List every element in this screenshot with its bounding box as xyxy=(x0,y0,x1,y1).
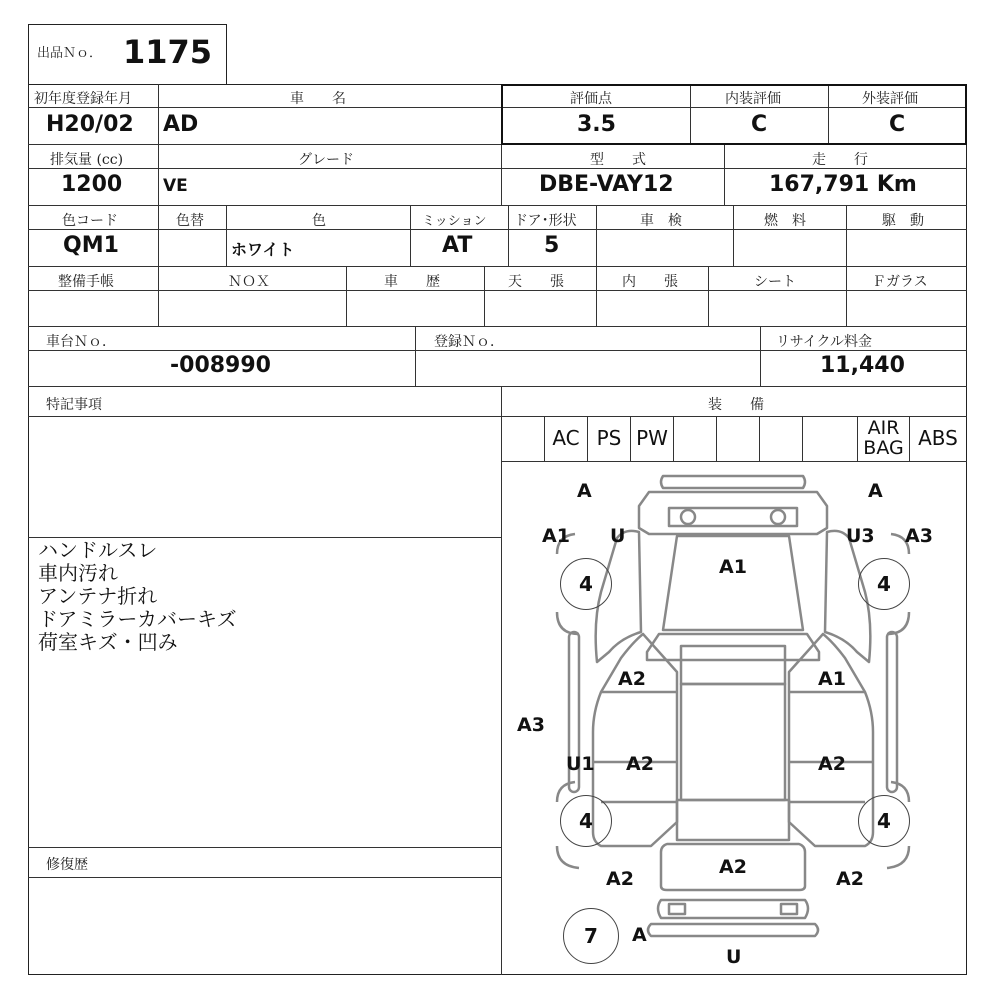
damage-mark: A2 xyxy=(626,753,654,775)
damage-mark: U3 xyxy=(846,525,875,547)
roof-lining-label: 天 張 xyxy=(508,274,564,290)
chassis-number-label: 車台Ｎｏ． xyxy=(46,334,116,350)
service-record-label: 整備手帳 xyxy=(58,274,114,290)
damage-mark: U1 xyxy=(566,753,595,775)
displacement-label: 排気量 (cc) xyxy=(50,152,124,168)
color-code-label: 色コード xyxy=(62,213,118,229)
repaint-label: 色替 xyxy=(176,213,204,229)
recycle-fee: 11,440 xyxy=(820,353,905,378)
car-diagram xyxy=(501,462,966,975)
mileage-label: 走 行 xyxy=(812,152,868,168)
lot-number-label: 出品Ｎｏ． xyxy=(37,46,103,61)
color-code: QM1 xyxy=(63,233,119,258)
damage-mark: A2 xyxy=(618,668,646,690)
repair-history-label: 修復歴 xyxy=(46,857,88,873)
damage-mark: A3 xyxy=(517,714,545,736)
score-label: 評価点 xyxy=(570,91,612,107)
recycle-fee-label: リサイクル料金 xyxy=(776,334,873,350)
mileage: 167,791 Km xyxy=(769,172,917,197)
equipment-label: 装 備 xyxy=(708,397,764,413)
damage-mark: A1 xyxy=(719,556,747,578)
notes-list xyxy=(38,539,237,654)
car-name-label: 車 名 xyxy=(290,91,346,107)
score: 3.5 xyxy=(577,112,616,137)
history-label: 車 歴 xyxy=(384,274,440,290)
damage-mark: A2 xyxy=(836,868,864,890)
damage-mark: U xyxy=(726,946,742,968)
note-line: ドアミラーカバーキズ xyxy=(38,607,237,631)
damage-mark: A1 xyxy=(542,525,570,547)
displacement: 1200 xyxy=(61,172,123,197)
notes-label: 特記事項 xyxy=(46,397,102,413)
grade-label: グレード xyxy=(298,152,354,168)
tire-rear-left: 4 xyxy=(560,795,612,847)
inspection-label: 車 検 xyxy=(640,213,682,229)
lot-number-box xyxy=(28,24,227,85)
damage-mark: A xyxy=(868,480,883,502)
chassis-number: -008990 xyxy=(170,353,271,378)
interior-grade-label: 内装評価 xyxy=(725,91,781,107)
reg-year: H20/02 xyxy=(46,112,134,137)
drive-label: 駆 動 xyxy=(882,213,924,229)
exterior-grade: C xyxy=(889,112,906,137)
model-code-label: 型 式 xyxy=(590,152,646,168)
tire-spare: 7 xyxy=(563,908,619,964)
color: ホワイト xyxy=(231,240,295,259)
damage-mark: A3 xyxy=(905,525,933,547)
grade: VE xyxy=(163,176,188,196)
exterior-grade-label: 外装評価 xyxy=(862,91,918,107)
doors-label: ドア･形状 xyxy=(514,213,577,229)
damage-mark: A2 xyxy=(818,753,846,775)
nox-label: ＮＯＸ xyxy=(228,274,270,290)
front-glass-label: Ｆガラス xyxy=(872,274,928,290)
equipment-item: AC xyxy=(552,426,580,450)
note-line: ハンドルスレ xyxy=(38,538,158,562)
tire-front-left: 4 xyxy=(560,558,612,610)
note-line: アンテナ折れ xyxy=(38,584,158,608)
equipment-item: ABS xyxy=(918,426,958,450)
seat-label: シート xyxy=(754,274,796,290)
tire-front-right: 4 xyxy=(858,558,910,610)
damage-mark: A xyxy=(632,924,647,946)
equipment-item: PW xyxy=(636,426,668,450)
damage-mark: A1 xyxy=(818,668,846,690)
model-code: DBE-VAY12 xyxy=(539,172,674,197)
car-name: AD xyxy=(163,112,199,137)
note-line: 荷室キズ・凹み xyxy=(38,630,178,654)
doors: 5 xyxy=(544,233,560,258)
damage-mark: U xyxy=(610,525,626,547)
damage-mark: A2 xyxy=(719,856,747,878)
equipment-item: PS xyxy=(596,426,622,450)
note-line: 車内汚れ xyxy=(38,561,118,585)
interior-grade: C xyxy=(751,112,768,137)
fuel-label: 燃 料 xyxy=(764,213,806,229)
reg-year-label: 初年度登録年月 xyxy=(34,91,132,107)
equipment-item-airbag: AIR BAG xyxy=(863,417,904,459)
interior-trim-label: 内 張 xyxy=(622,274,678,290)
registration-number-label: 登録Ｎｏ． xyxy=(434,334,504,350)
mission-label: ミッション xyxy=(422,214,487,229)
lot-number: 1175 xyxy=(123,33,213,71)
damage-mark: A2 xyxy=(606,868,634,890)
damage-mark: A xyxy=(577,480,592,502)
color-label: 色 xyxy=(312,213,326,229)
tire-rear-right: 4 xyxy=(858,795,910,847)
mission: AT xyxy=(442,233,473,258)
